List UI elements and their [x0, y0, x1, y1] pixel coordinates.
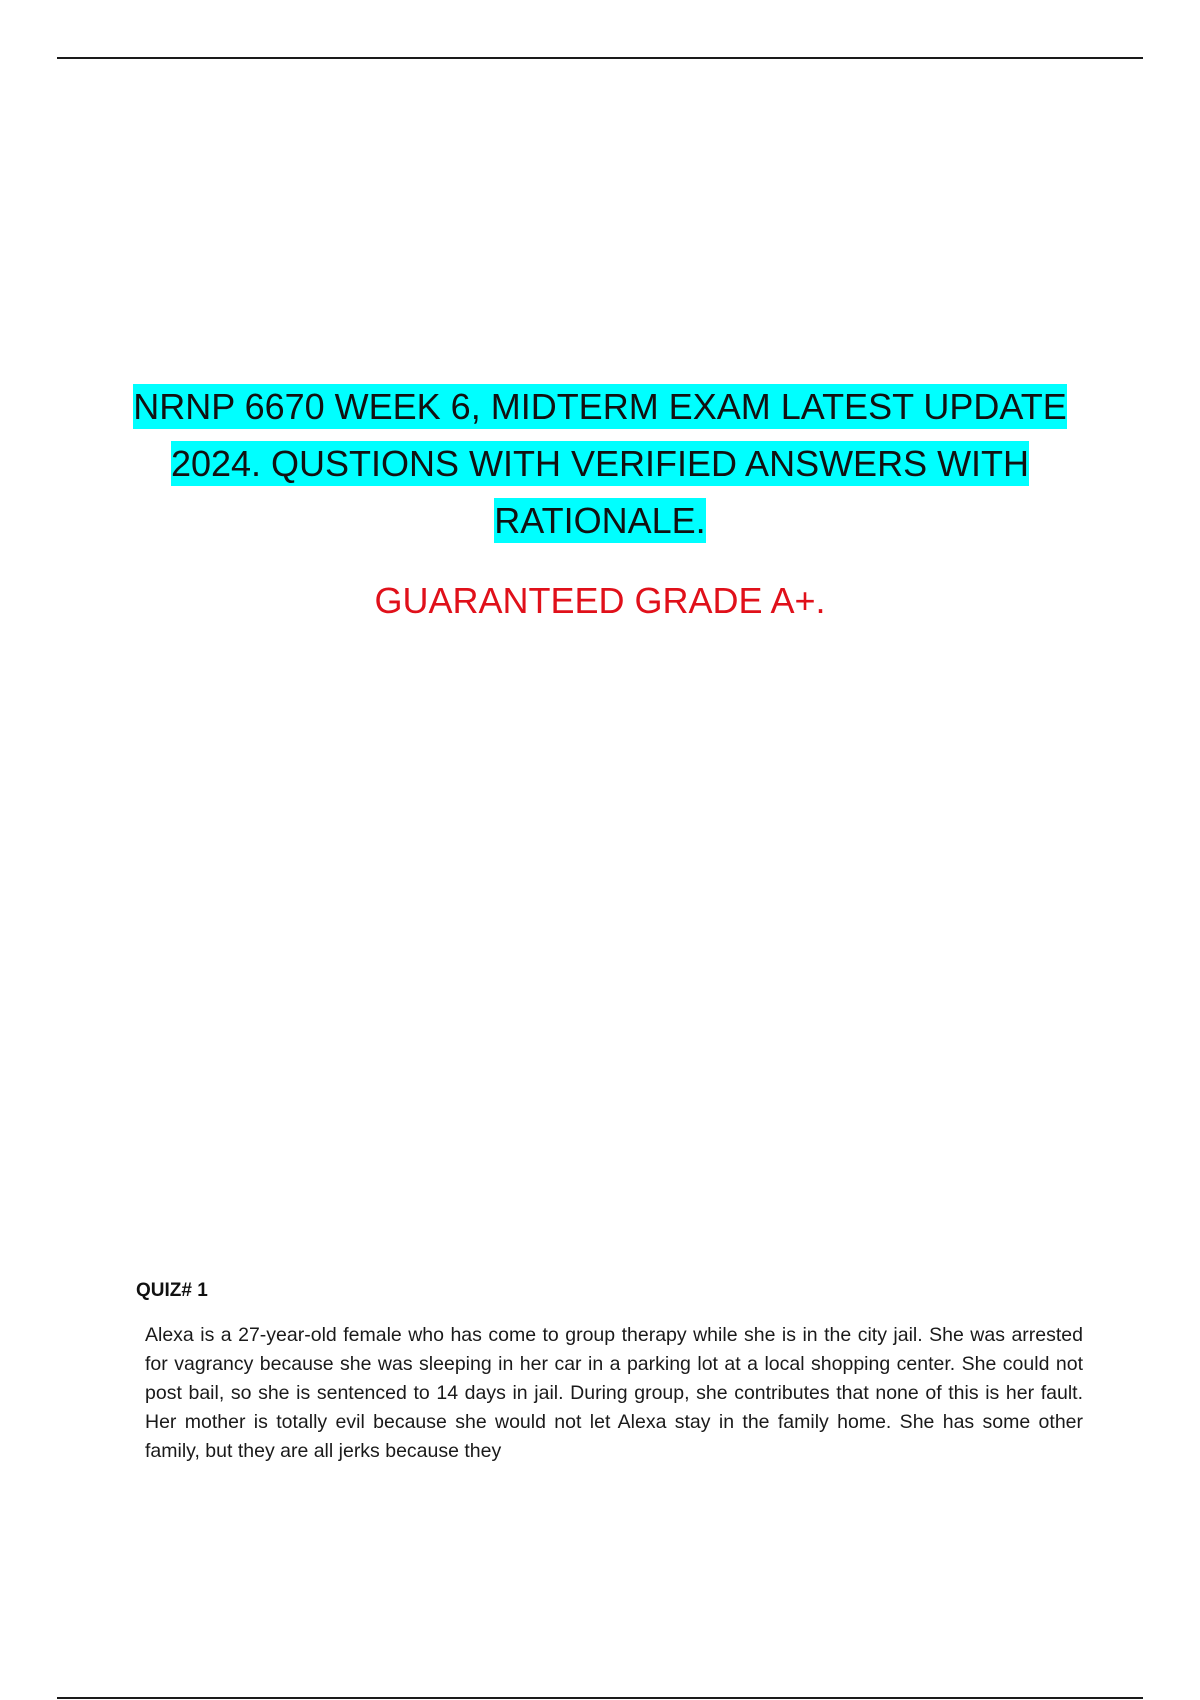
quiz-heading: QUIZ# 1 — [136, 1280, 208, 1301]
footer-rule — [57, 1697, 1143, 1699]
header-rule — [57, 57, 1143, 59]
quiz-question-text: Alexa is a 27-year-old female who has come to group therapy while she is in the city jail. She was arrested for vagrancy because she was sleeping in her car in a parking lot at a local shopping center. She could not post bail, so she is sentenced to 14 days in jail. During group, she contributes that none of this is her fault. Her mother is totally evil because she would not let Alexa stay in the family home. She has some other family, but they are all jerks because they — [145, 1324, 1083, 1462]
document-title: NRNP 6670 WEEK 6, MIDTERM EXAM LATEST UPDATE 2024. QUSTIONS WITH VERIFIED ANSWERS WITH RATIONALE. — [133, 386, 1067, 541]
title-block — [100, 378, 1100, 549]
document-subtitle: GUARANTEED GRADE A+. — [374, 580, 826, 621]
